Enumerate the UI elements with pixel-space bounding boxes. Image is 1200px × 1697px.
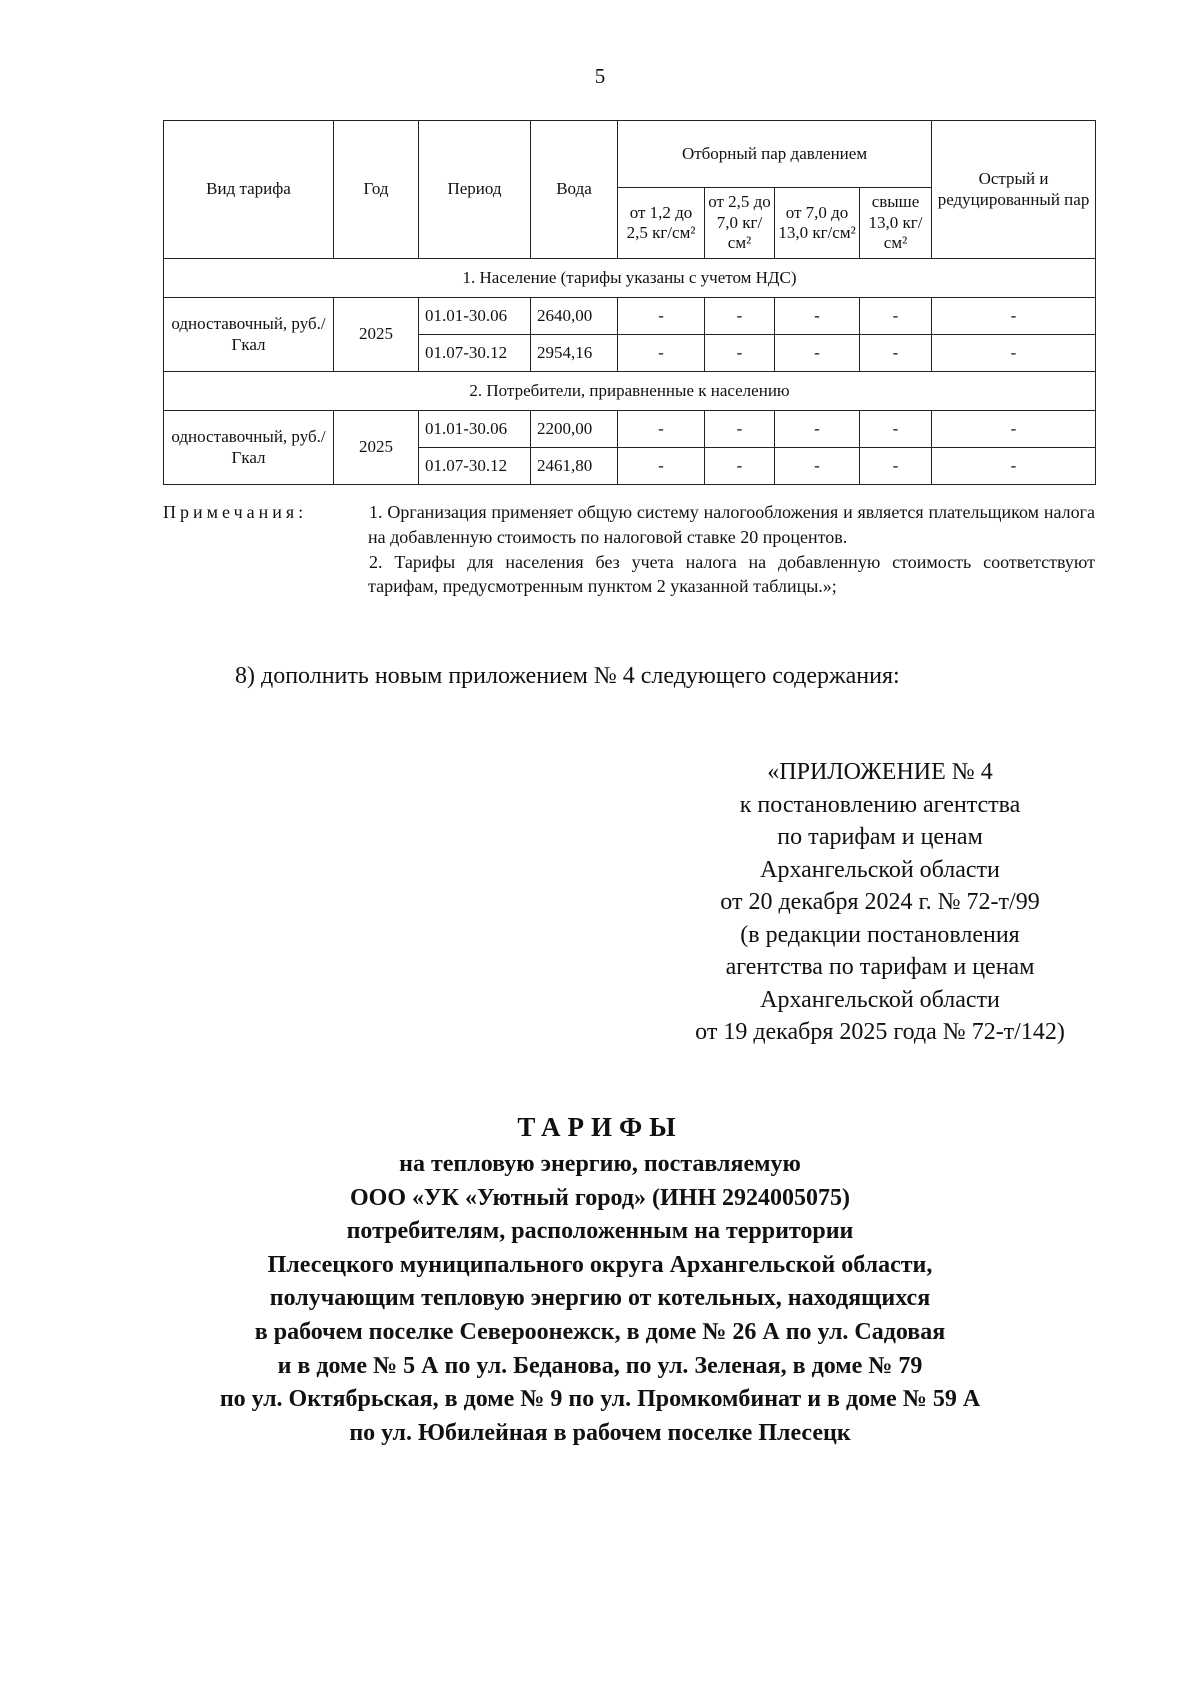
tariff-type-cell: одноставочный, руб./Гкал [164,411,334,485]
header-period: Период [419,121,531,259]
water-cell: 2954,16 [531,335,618,372]
period-cell: 01.01-30.06 [419,298,531,335]
steam-2-cell: - [705,411,775,448]
subtitle-line: и в доме № 5 А по ул. Беданова, по ул. Зеленая, в доме № 79 [277,1352,923,1379]
steam-2-cell: - [705,335,775,372]
appendix-line: к постановлению агентства [739,791,1021,818]
notes-list [368,500,1095,599]
steam-4-cell: - [860,411,932,448]
steam-1-cell: - [618,335,705,372]
period-cell: 01.07-30.12 [419,335,531,372]
steam-1-cell: - [618,298,705,335]
year-cell: 2025 [334,298,419,372]
steam-3-cell: - [775,335,860,372]
subtitle-line: по ул. Октябрьская, в доме № 9 по ул. Промкомбинат и в доме № 59 А [219,1386,981,1413]
steam-4-cell: - [860,448,932,485]
period-cell: 01.01-30.06 [419,411,531,448]
header-steam-1: от 1,2 до 2,5 кг/см² [618,188,705,259]
tariff-type-cell: одноставочный, руб./Гкал [164,298,334,372]
header-steam-group: Отборный пар давлением [618,121,932,188]
sharp-steam-cell: - [932,411,1096,448]
subtitle-line: в рабочем поселке Североонежск, в доме № 26 А по ул. Садовая [254,1318,946,1345]
steam-4-cell: - [860,335,932,372]
appendix-line: от 20 декабря 2024 г. № 72-т/99 [720,889,1040,915]
page-number: 5 [594,64,606,88]
subtitle-line: на тепловую энергию, поставляемую [399,1151,801,1177]
note-item: 2. Тарифы для населения без учета налога на добавленную стоимость соответствуют тарифам, предусмотренным пунктом 2 указанной таблицы.»; [368,551,1095,597]
header-sharp-steam: Острый и редуцированный пар [932,121,1096,259]
header-tariff-type: Вид тарифа [164,121,334,259]
subtitle-line: ООО «УК «Уютный город» (ИНН 2924005075) [350,1184,850,1211]
sharp-steam-cell: - [932,335,1096,372]
steam-2-cell: - [705,448,775,485]
section-title: 1. Население (тарифы указаны с учетом НДС) [164,259,1096,298]
document-subtitle [0,1148,1200,1450]
subtitle-line: Плесецкого муниципального округа Архангельской области, [267,1251,933,1278]
section-title: 2. Потребители, приравненные к населению [164,372,1096,411]
steam-3-cell: - [775,448,860,485]
appendix-line: агентства по тарифам и ценам [725,954,1035,980]
steam-4-cell: - [860,298,932,335]
header-steam-4: свыше 13,0 кг/см² [860,188,932,259]
header-water: Вода [531,121,618,259]
header-steam-2: от 2,5 до 7,0 кг/см² [705,188,775,259]
appendix-line: «ПРИЛОЖЕНИЕ № 4 [767,759,993,785]
header-steam-3: от 7,0 до 13,0 кг/см² [775,188,860,259]
document-title: ТАРИФЫ [517,1112,683,1142]
instruction-text: 8) дополнить новым приложением № 4 следующего содержания: [235,663,900,689]
water-cell: 2640,00 [531,298,618,335]
sharp-steam-cell: - [932,298,1096,335]
appendix-line: Архангельской области [760,986,1000,1013]
subtitle-line: потребителям, расположенным на территории [346,1218,854,1245]
appendix-line: от 19 декабря 2025 года № 72-т/142) [695,1019,1065,1045]
tariff-table [163,120,1096,485]
appendix-line: (в редакции постановления [740,921,1020,948]
steam-1-cell: - [618,411,705,448]
sharp-steam-cell: - [932,448,1096,485]
subtitle-line: по ул. Юбилейная в рабочем поселке Плесецк [349,1419,851,1446]
notes-label: Примечания: [163,502,308,522]
subtitle-line: получающим тепловую энергию от котельных, находящихся [269,1285,931,1312]
appendix-line: Архангельской области [760,856,1000,883]
steam-3-cell: - [775,411,860,448]
appendix-heading [650,756,1110,1049]
table-row [164,298,1096,335]
table-row [164,411,1096,448]
steam-3-cell: - [775,298,860,335]
period-cell: 01.07-30.12 [419,448,531,485]
steam-1-cell: - [618,448,705,485]
year-cell: 2025 [334,411,419,485]
steam-2-cell: - [705,298,775,335]
water-cell: 2200,00 [531,411,618,448]
note-item: 1. Организация применяет общую систему налогообложения и является плательщиком налога на добавленную стоимость по налоговой ставке 20 процентов. [368,502,1095,547]
appendix-line: по тарифам и ценам [777,824,983,850]
water-cell: 2461,80 [531,448,618,485]
header-year: Год [334,121,419,259]
